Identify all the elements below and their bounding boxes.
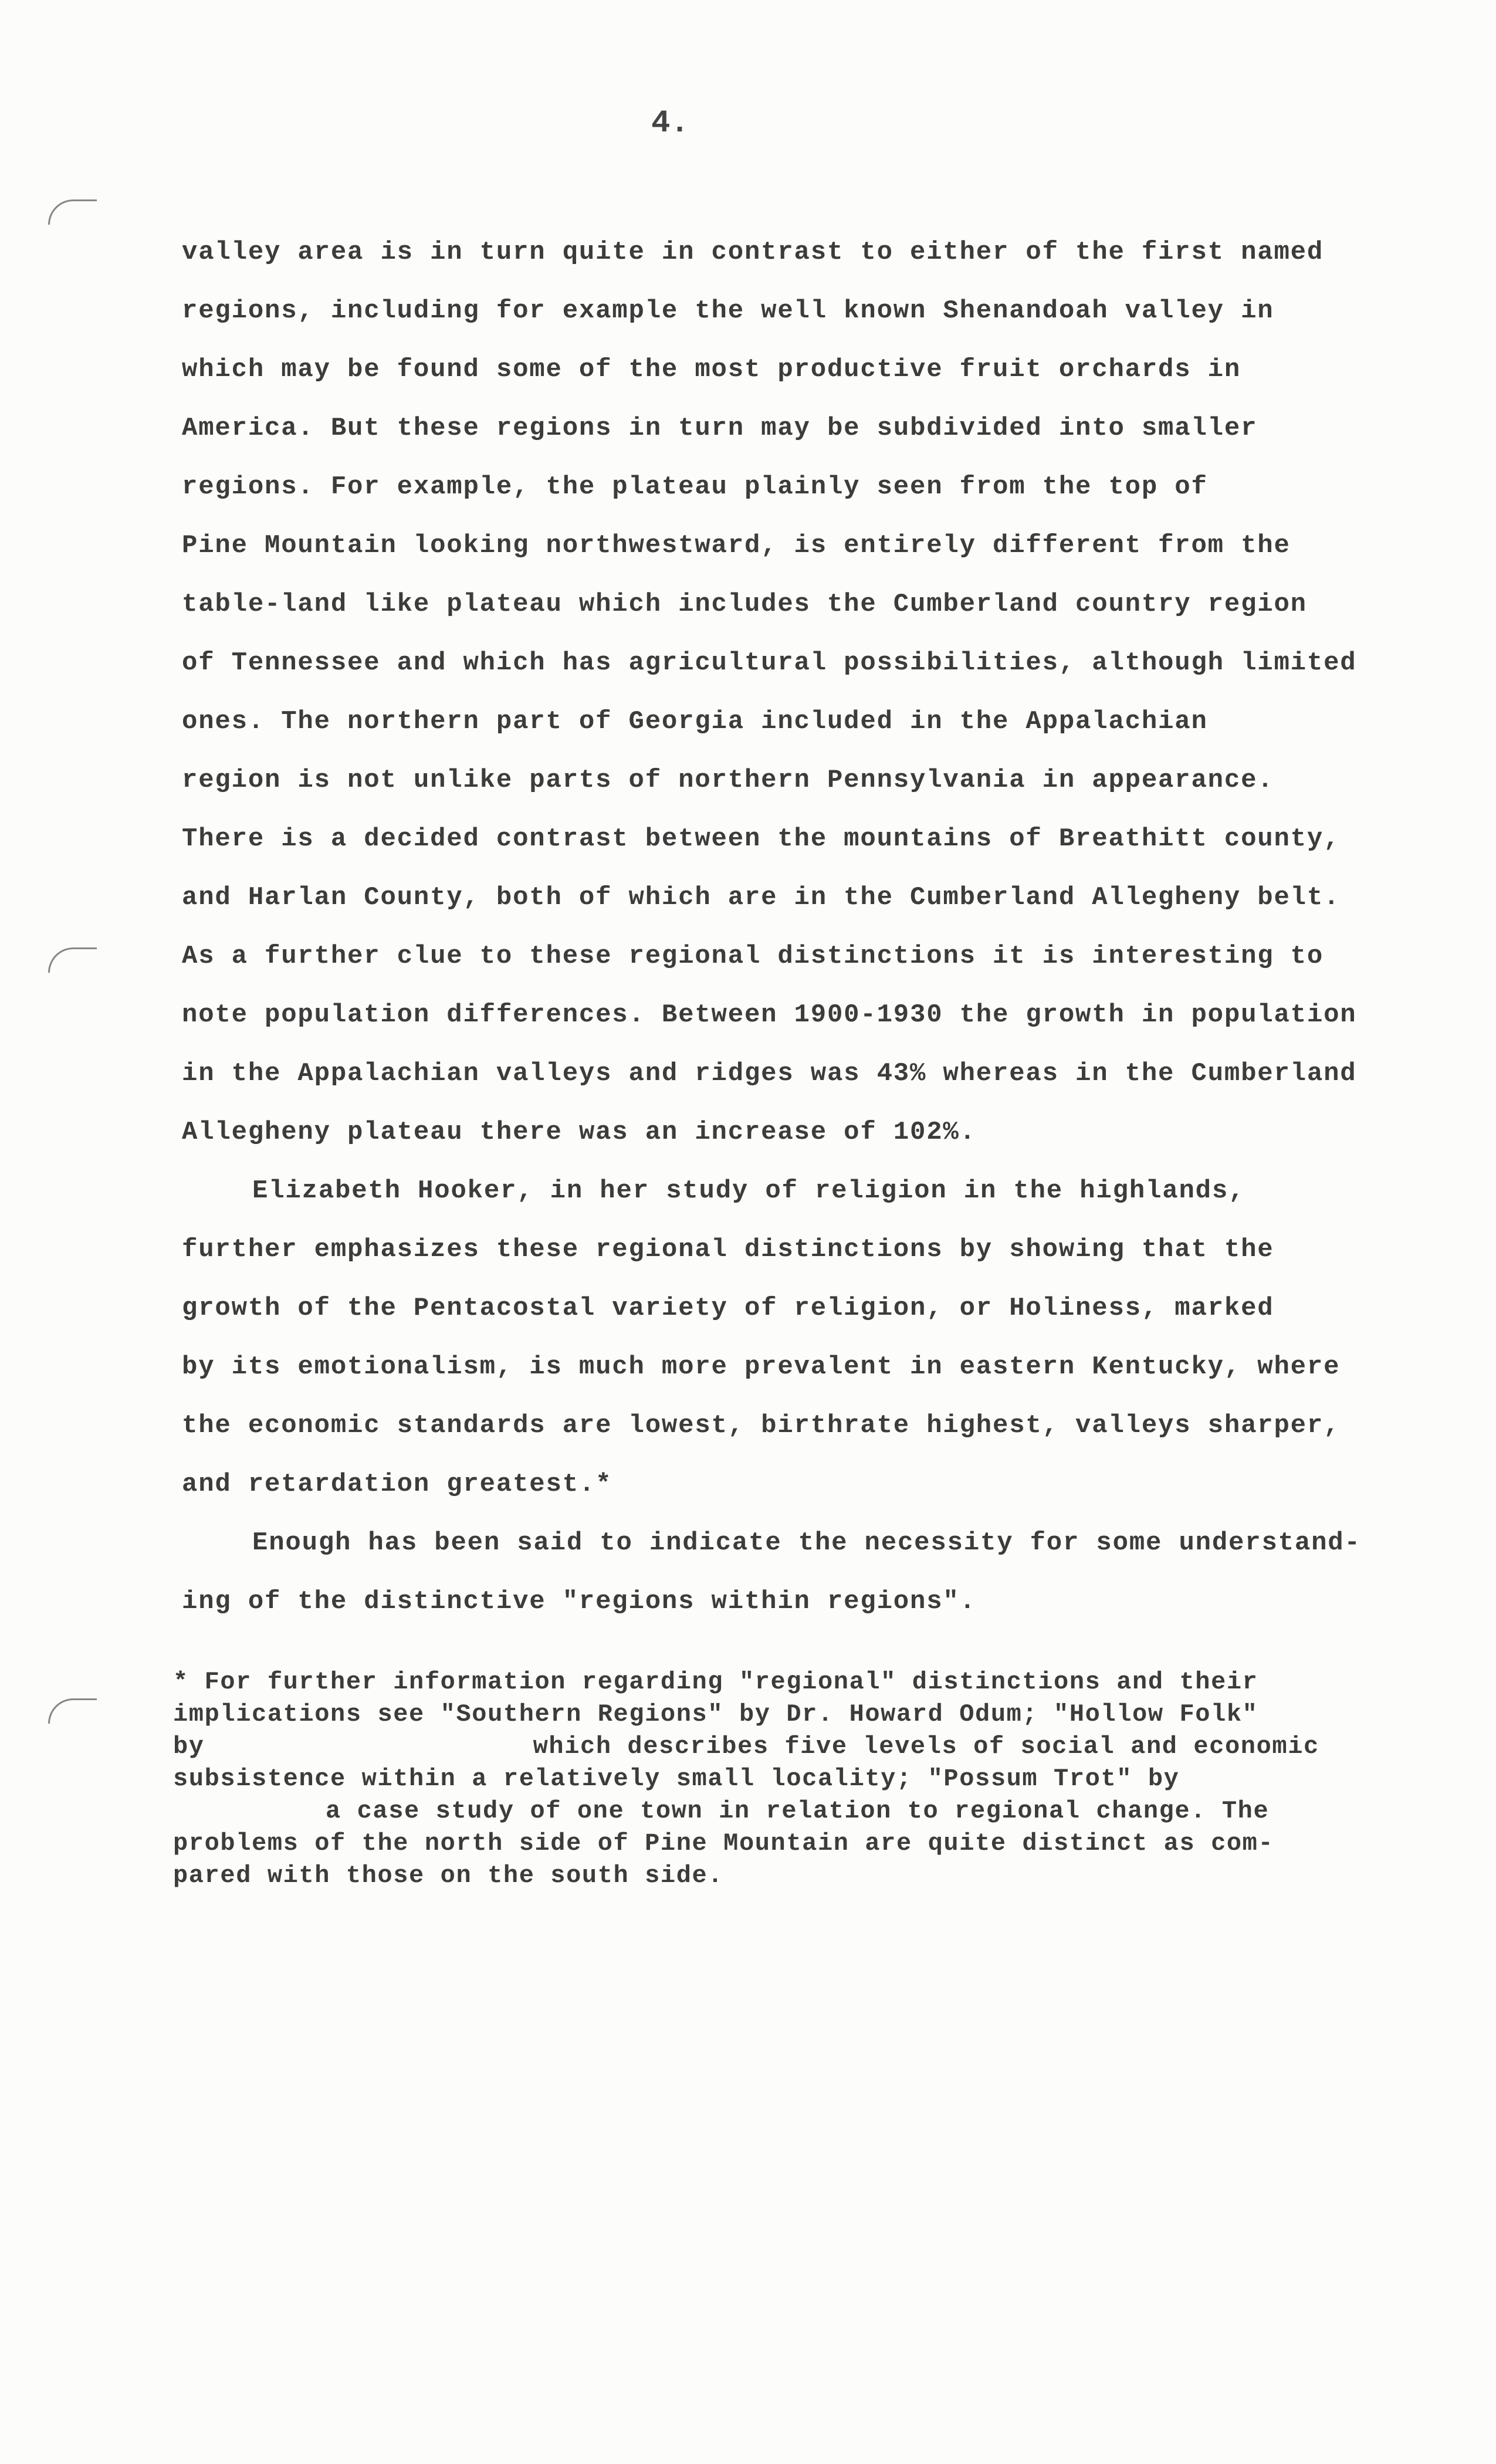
footnote-line: implications see "Southern Regions" by Dr. Howard Odum; "Hollow Folk" (173, 1700, 1258, 1728)
page-number: 4. (651, 106, 689, 141)
footnote-line: problems of the north side of Pine Mountain are quite distinct as com- (173, 1829, 1274, 1857)
footnote-line: subsistence within a relatively small locality; "Possum Trot" by (173, 1765, 1180, 1793)
text-line: regions, including for example the well known Shenandoah valley in (182, 296, 1274, 326)
punch-hole-mark (48, 1698, 97, 1724)
text-line: As a further clue to these regional distinctions it is interesting to (182, 942, 1324, 971)
text-line: further emphasizes these regional distinctions by showing that the (182, 1235, 1274, 1264)
text-line: ing of the distinctive "regions within regions". (182, 1587, 976, 1616)
text-line: of Tennessee and which has agricultural possibilities, although limited (182, 648, 1357, 678)
text-line: growth of the Pentacostal variety of religion, or Holiness, marked (182, 1294, 1274, 1323)
footnote-line: pared with those on the south side. (173, 1861, 724, 1890)
text-line: America. But these regions in turn may be subdivided into smaller (182, 414, 1258, 443)
text-line: by its emotionalism, is much more prevalent in eastern Kentucky, where (182, 1352, 1341, 1382)
punch-hole-mark (48, 199, 97, 225)
text-line: Allegheny plateau there was an increase of 102%. (182, 1118, 976, 1147)
text-line: table-land like plateau which includes the Cumberland country region (182, 590, 1307, 619)
text-line: ones. The northern part of Georgia included in the Appalachian (182, 707, 1208, 736)
text-line: in the Appalachian valleys and ridges was 43% whereas in the Cumberland (182, 1059, 1357, 1088)
text-line: Enough has been said to indicate the necessity for some understand- (252, 1528, 1361, 1558)
text-line: and Harlan County, both of which are in the Cumberland Allegheny belt. (182, 883, 1341, 912)
footnote-line-rest: which describes five levels of social and economic (533, 1732, 1319, 1761)
footnote-line: * For further information regarding "regional" distinctions and their (173, 1668, 1258, 1696)
text-line: note population differences. Between 1900-1930 the growth in population (182, 1000, 1357, 1030)
text-line: There is a decided contrast between the mountains of Breathitt county, (182, 824, 1341, 854)
text-line: region is not unlike parts of northern Pennsylvania in appearance. (182, 766, 1274, 795)
text-line: Pine Mountain looking northwestward, is entirely different from the (182, 531, 1291, 560)
body-text (182, 223, 1443, 1631)
footnote-line (173, 1731, 1452, 1763)
text-line: valley area is in turn quite in contrast to either of the first named (182, 238, 1324, 267)
text-line: the economic standards are lowest, birthrate highest, valleys sharper, (182, 1411, 1341, 1440)
punch-hole-mark (48, 947, 97, 973)
footnote-line: a case study of one town in relation to regional change. The (326, 1797, 1270, 1825)
text-line: regions. For example, the plateau plainly seen from the top of (182, 472, 1208, 502)
footnote (173, 1666, 1452, 1892)
footnote-by: by (173, 1732, 205, 1761)
text-line: and retardation greatest.* (182, 1470, 612, 1499)
text-line: Elizabeth Hooker, in her study of religion in the highlands, (252, 1176, 1245, 1206)
text-line: which may be found some of the most productive fruit orchards in (182, 355, 1241, 384)
